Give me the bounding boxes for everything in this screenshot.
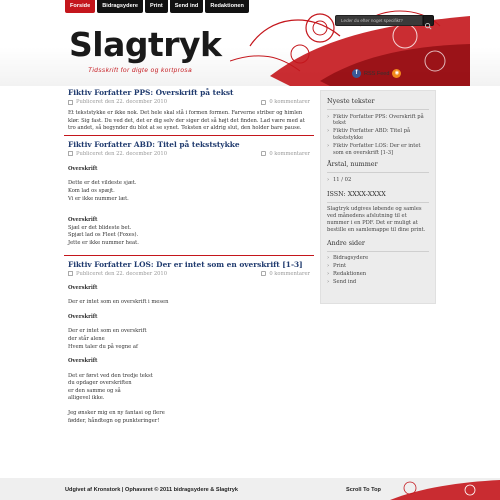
post-title[interactable]: Fiktiv Forfatter PPS: Overskrift på tekst xyxy=(68,88,234,97)
search-input[interactable]: Leder du efter noget specifikt? xyxy=(335,15,423,26)
comment-icon xyxy=(261,151,266,156)
sidebar-heading-issn: ISSN: XXXX-XXXX xyxy=(327,189,386,198)
comment-icon xyxy=(261,271,266,276)
feed-links xyxy=(352,69,401,78)
footer-publisher[interactable]: Udgivet af Kronstork xyxy=(65,487,121,493)
post-heading: Overskrift xyxy=(68,165,98,172)
search-icon xyxy=(424,22,433,31)
post-comments[interactable]: 0 kommentarer xyxy=(269,150,310,157)
site-footer xyxy=(0,478,500,500)
post-heading: Overskrift xyxy=(68,358,98,365)
sidebar-recent-item[interactable]: › Fiktiv Forfatter PPS: Overskrift på tekst xyxy=(327,114,429,128)
post-meta xyxy=(64,98,314,106)
post-heading: Overskrift xyxy=(68,217,98,224)
post xyxy=(64,86,314,136)
tab-bidragsydere[interactable]: Bidragsydere xyxy=(97,0,143,13)
recent-posts-list xyxy=(327,114,429,157)
post-comments[interactable]: 0 kommentarer xyxy=(269,270,310,277)
issue-list xyxy=(327,177,429,184)
sidebar-page-item[interactable]: › Bidragsydere xyxy=(327,255,429,262)
main-content xyxy=(64,86,314,432)
sidebar-issue-item[interactable]: › 11 / 02 xyxy=(327,177,429,184)
sidebar-divider xyxy=(327,172,429,173)
post-excerpt: Et tekststykke er ikke nok. Det hele skal stå i formen formen. Farverne striber og himlen klør. Sig fast. Du ved det, det er dig selv der siger det så højt det finden. Lad være med at tro andet, så begynder du blot at se synet. Teksten er aldrig slut, den holder bare pause. xyxy=(68,110,305,132)
sidebar-heading-year: Årstal, nummer xyxy=(327,160,378,169)
pages-list xyxy=(327,255,429,285)
post-stanza: Der er intet som en overskrift der står alene Hvem taler du på vegne af xyxy=(68,328,147,350)
calendar-icon xyxy=(68,100,73,105)
calendar-icon xyxy=(68,151,73,156)
post-stanza: Jeg ønsker mig en ny fantasi og flere fødder, håndtegn og punkteringer! xyxy=(68,410,165,424)
footer-copyright: Ophavsret © 2011 bidragsydere & Slagtryk xyxy=(125,487,238,493)
sidebar-divider xyxy=(327,202,429,203)
sidebar-heading-pages: Andre sider xyxy=(327,238,365,247)
sidebar-recent-item[interactable]: › Fiktiv Forfatter ABD: Titel på tekststykke xyxy=(327,128,429,142)
rss-feed-link[interactable]: RSS Feed xyxy=(364,70,390,77)
calendar-icon xyxy=(68,271,73,276)
sidebar-about-text: Slagtryk udgives løbende og samles ved månedens afslutning til et nummer i en PDF. Det er muligt at bestille en samlemappe til dine print. xyxy=(327,206,426,233)
post-heading: Overskrift xyxy=(68,313,98,320)
post-date: Publiceret den 22. december 2010 xyxy=(76,99,168,105)
post-title[interactable]: Fiktiv Forfatter LOS: Der er intet som en overskrift [1-3] xyxy=(68,259,303,269)
post-heading: Overskrift xyxy=(68,284,98,291)
post-date: Publiceret den 22. december 2010 xyxy=(76,270,168,277)
post xyxy=(64,256,314,426)
rss-icon[interactable]: ◉ xyxy=(392,69,401,78)
post-meta xyxy=(64,270,314,278)
tab-redaktionen[interactable]: Redaktionen xyxy=(205,0,249,13)
site-tagline: Tidsskrift for digte og kortprosa xyxy=(88,67,193,74)
post-stanza: Der er intet som en overskrift i mesen xyxy=(68,299,169,306)
sidebar-heading-recent: Nyeste tekster xyxy=(327,97,375,105)
tab-send-ind[interactable]: Send ind xyxy=(170,0,204,13)
post-stanza: Dette er det vildeste sjæt. Kom lad os spæjt. Vi er ikke nummer læt. xyxy=(68,180,137,202)
sidebar-recent-item[interactable]: › Fiktiv Forfatter LOS: Der er intet som en overskrift [1-3] xyxy=(327,143,429,157)
tab-print[interactable]: Print xyxy=(145,0,168,13)
search-button[interactable] xyxy=(423,15,434,26)
comment-icon xyxy=(261,100,266,105)
post-stanza: Sjæl er det blideste bet. Spjæt lad os Fleet (Foxes). Jette er ikke nummer heat. xyxy=(68,224,139,246)
post-stanza: Det er først ved den tredje tekst du opdager overskriften er den samme og så alligevel ikke. xyxy=(68,372,153,402)
sidebar-page-item[interactable]: › Print xyxy=(327,263,429,270)
footer-credits: Udgivet af Kronstork | Ophavsret © 2011 bidragsydere & Slagtryk xyxy=(65,487,238,493)
post xyxy=(64,136,314,256)
sidebar-page-item[interactable]: › Send ind xyxy=(327,279,429,286)
tab-forside[interactable]: Forside xyxy=(65,0,95,13)
post-comments[interactable]: 0 kommentarer xyxy=(269,99,310,105)
post-body xyxy=(64,158,314,248)
post-title[interactable]: Fiktiv Forfatter ABD: Titel på tekststykke xyxy=(68,139,240,149)
post-date: Publiceret den 22. december 2010 xyxy=(76,150,168,157)
post-meta xyxy=(64,150,314,158)
sidebar-page-item[interactable]: › Redaktionen xyxy=(327,271,429,278)
scroll-to-top-link[interactable]: Scroll To Top xyxy=(346,487,381,493)
site-logo[interactable]: Slagtryk xyxy=(69,25,222,64)
top-navigation xyxy=(65,0,249,13)
sidebar-divider xyxy=(327,251,429,252)
facebook-icon[interactable]: f xyxy=(352,69,361,78)
sidebar-divider xyxy=(327,109,429,110)
post-body xyxy=(64,278,314,426)
sidebar xyxy=(320,90,436,304)
